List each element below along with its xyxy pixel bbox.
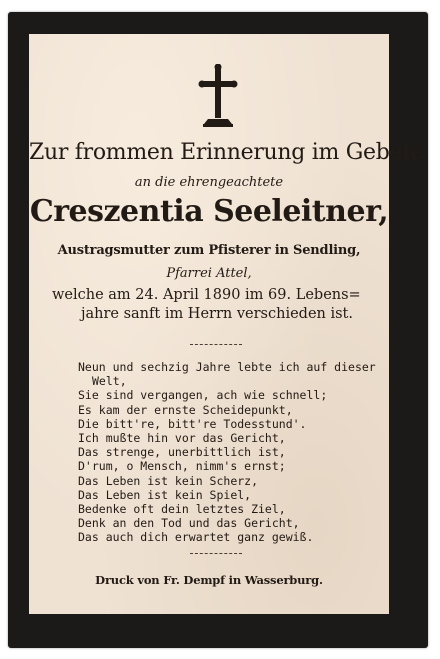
poem-line: Denk an den Tod und das Gericht, (78, 516, 300, 531)
poem-line: Das strenge, unerbittlich ist, (78, 445, 286, 460)
deceased-role: Austragsmutter zum Pfisterer in Sendling, (57, 243, 361, 258)
poem-line: Bedenke oft dein letztes Ziel, (78, 502, 286, 517)
divider-bottom (190, 553, 242, 554)
latin-cross-icon (198, 64, 238, 130)
parish: Pfarrei Attel, (166, 266, 252, 281)
poem-line: Welt, (92, 374, 127, 389)
memorial-heading: Zur frommen Erinnerung im Gebete (29, 140, 424, 165)
poem-line: Sie sind vergangen, ach wie schnell; (78, 388, 328, 403)
poem-line: Neun und sechzig Jahre lebte ich auf dieser (78, 360, 376, 374)
poem-line: D'rum, o Mensch, nimm's ernst; (78, 459, 286, 474)
poem-line: Das auch dich erwartet ganz gewiß. (78, 530, 314, 545)
poem-line: Ich mußte hin vor das Gericht, (78, 431, 286, 446)
death-date-line: welche am 24. April 1890 im 69. Lebens= (52, 287, 361, 303)
printer-credit: Druck von Fr. Dempf in Wasserburg. (95, 573, 323, 587)
poem-line: Das Leben ist kein Scherz, (78, 473, 259, 488)
death-date-line-continued: jahre sanft im Herrn verschieden ist. (80, 306, 353, 322)
divider-top (190, 344, 242, 345)
poem-line: Das Leben ist kein Spiel, (78, 487, 252, 502)
deceased-name: Creszentia Seeleitner, (29, 194, 389, 229)
memorial-poem (78, 360, 378, 545)
poem-line: Die bitt're, bitt're Todesstund'. (78, 416, 307, 431)
poem-line: Es kam der ernste Scheidepunkt, (78, 402, 293, 417)
memorial-subheading: an die ehrengeachtete (134, 175, 284, 190)
